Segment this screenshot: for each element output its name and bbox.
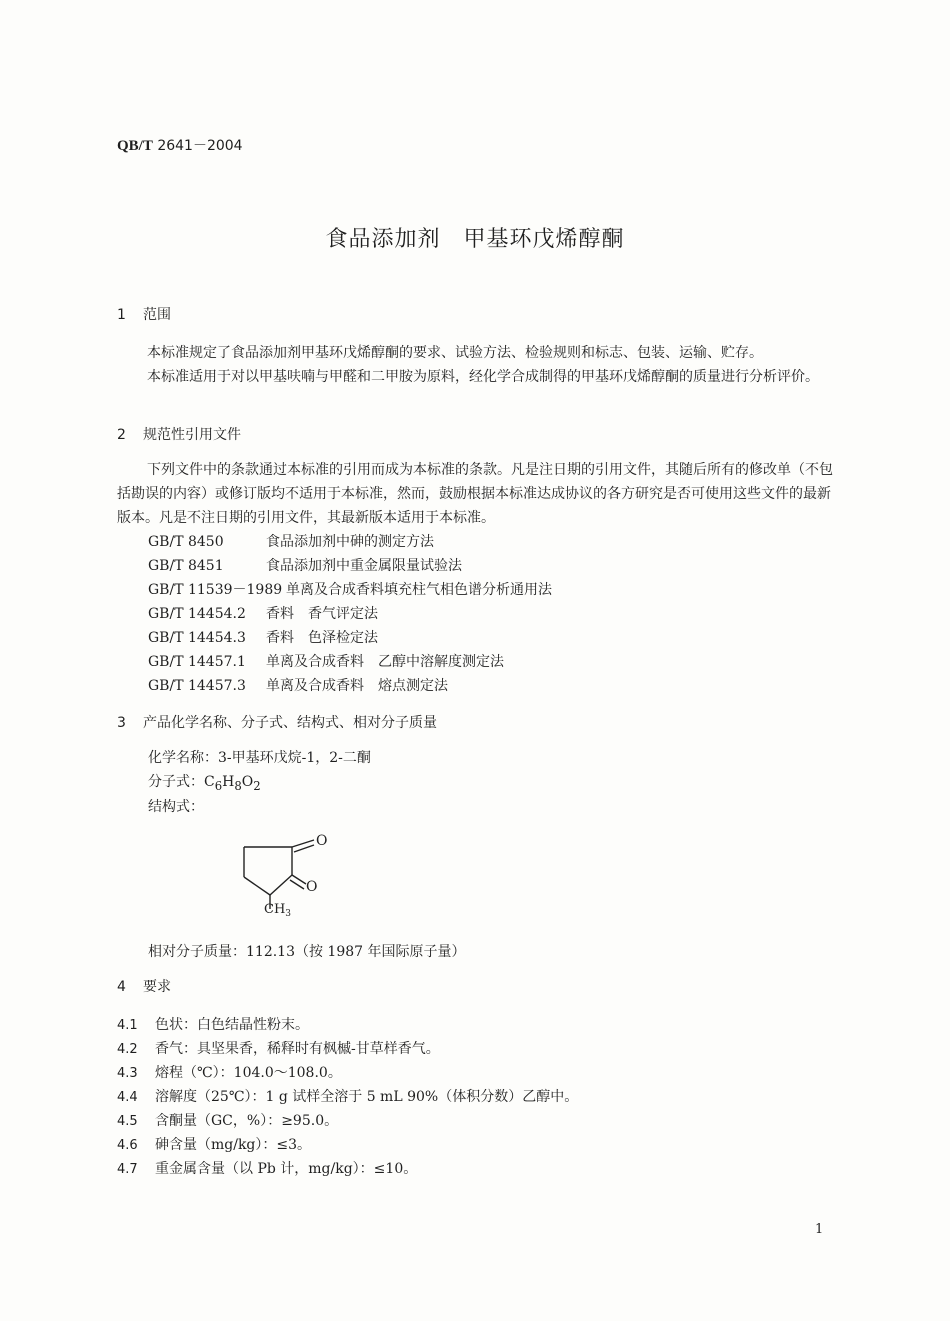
section-2-heading: 2 规范性引用文件 — [117, 427, 241, 443]
requirement-item: 4.2 香气：具坚果香，稀释时有枫槭-甘草样香气。 — [117, 1041, 440, 1057]
oxygen-label: O — [316, 833, 328, 849]
section-3-heading: 3 产品化学名称、分子式、结构式、相对分子质量 — [117, 715, 437, 731]
reference-item: GB/T 14457.3 单离及合成香料 熔点测定法 — [148, 678, 448, 694]
section-1-body — [117, 341, 843, 389]
requirement-item: 4.4 溶解度（25℃）：1 g 试样全溶于 5 mL 90%（体积分数）乙醇中。 — [117, 1089, 579, 1105]
paragraph: 本标准规定了食品添加剂甲基环戊烯醇酮的要求、试验方法、检验规则和标志、包装、运输、贮存。 — [147, 345, 763, 361]
section-4-heading: 4 要求 — [117, 979, 171, 995]
chemical-name: 化学名称：3-甲基环戊烷-1，2-二酮 — [148, 750, 371, 766]
section-1-heading: 1 范围 — [117, 307, 171, 323]
reference-item: GB/T 8451 食品添加剂中重金属限量试验法 — [148, 558, 462, 574]
requirement-item: 4.7 重金属含量（以 Pb 计，mg/kg）：≤10。 — [117, 1161, 418, 1177]
requirement-item: 4.3 熔程（℃）：104.0～108.0。 — [117, 1065, 342, 1081]
reference-item: GB/T 14454.2 香料 香气评定法 — [148, 606, 378, 622]
molecular-mass: 相对分子质量：112.13（按 1987 年国际原子量） — [148, 944, 466, 960]
reference-item: GB/T 11539－1989 单离及合成香料填充柱气相色谱分析通用法 — [148, 582, 552, 598]
requirement-item: 4.5 含酮量（GC，%）：≥95.0。 — [117, 1113, 339, 1129]
reference-item: GB/T 8450 食品添加剂中砷的测定方法 — [148, 534, 434, 550]
requirement-item: 4.6 砷含量（mg/kg）：≤3。 — [117, 1137, 312, 1153]
molecular-formula: 分子式：$C_6H_8O_2$ — [148, 774, 261, 793]
paragraph: 下列文件中的条款通过本标准的引用而成为本标准的条款。凡是注日期的引用文件，其随后所有的修改单（不包括勘误的内容）或修订版均不适用于本标准，然而，鼓励根据本标准达成协议的各方研究是否可使用这些文件的最新版本。凡是不注日期的引用文件，其最新版本适用于本标准。 — [117, 462, 833, 526]
methyl-label: $CH_3$ — [264, 902, 292, 919]
oxygen-label: O — [306, 879, 318, 895]
page-number: 1 — [815, 1222, 824, 1237]
reference-item: GB/T 14457.1 单离及合成香料 乙醇中溶解度测定法 — [148, 654, 504, 670]
standard-number: QB/T 2641－2004 — [117, 138, 243, 154]
paragraph: 本标准适用于对以甲基呋喃与甲醛和二甲胺为原料，经化学合成制得的甲基环戊烯醇酮的质量进行分析评价。 — [147, 369, 819, 385]
page-title: 食品添加剂 甲基环戊烯醇酮 — [325, 227, 625, 252]
structural-formula — [230, 825, 350, 925]
structure-label: 结构式： — [148, 799, 204, 815]
reference-item: GB/T 14454.3 香料 色泽检定法 — [148, 630, 378, 646]
requirement-item: 4.1 色状：白色结晶性粉末。 — [117, 1017, 309, 1033]
section-2-body — [117, 458, 843, 530]
